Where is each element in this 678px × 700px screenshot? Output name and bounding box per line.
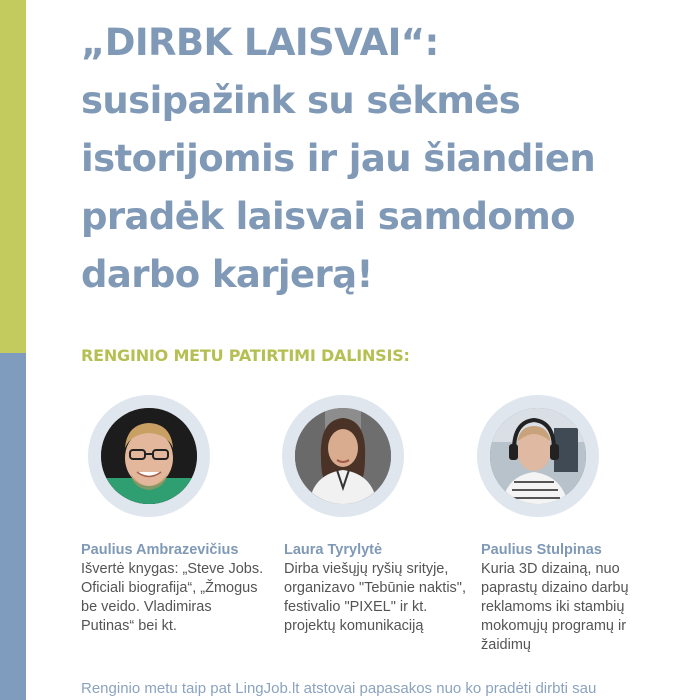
person-portrait-icon	[101, 408, 197, 504]
footer-text: Renginio metu taip pat LingJob.lt atstovai papasakos nuo ko pradėti dirbti sau	[81, 680, 597, 697]
blue-side-bar	[0, 353, 26, 700]
person-portrait-icon	[490, 408, 586, 504]
speaker-avatar-ring	[477, 395, 599, 517]
headline	[81, 14, 671, 304]
headline-line: istorijomis ir jau šiandien	[81, 137, 596, 180]
headline-line: „DIRBK LAISVAI“:	[81, 21, 439, 64]
speaker-bio: Dirba viešųjų ryšių srityje, organizavo "Tebūnie naktis", festivalio "PIXEL" ir kt. projektų komunikaciją	[284, 561, 466, 634]
headline-line: susipažink su sėkmės	[81, 79, 521, 122]
speaker-card	[284, 541, 469, 636]
speaker-card	[81, 541, 266, 636]
speaker-bio: Kuria 3D dizainą, nuo paprastų dizaino darbų reklamoms iki stambių mokomųjų programų ir žaidimų	[481, 561, 629, 653]
speaker-name: Laura Tyrylytė	[284, 542, 383, 558]
headline-line: pradėk laisvai samdomo	[81, 195, 575, 238]
speaker-card	[481, 541, 666, 655]
section-title: RENGINIO METU PATIRTIMI DALINSIS:	[81, 346, 410, 365]
speaker-name: Paulius Ambrazevičius	[81, 542, 239, 558]
avatar	[295, 408, 391, 504]
speaker-name: Paulius Stulpinas	[481, 542, 602, 558]
speaker-avatar-ring	[282, 395, 404, 517]
speaker-avatar-ring	[88, 395, 210, 517]
headline-line: darbo karjerą!	[81, 253, 373, 296]
person-portrait-icon	[295, 408, 391, 504]
avatar	[490, 408, 586, 504]
avatar	[101, 408, 197, 504]
green-side-bar	[0, 0, 26, 353]
speaker-bio: Išvertė knygas: „Steve Jobs. Oficiali biografija“, „Žmogus be veido. Vladimiras Putinas“ bei kt.	[81, 561, 264, 634]
